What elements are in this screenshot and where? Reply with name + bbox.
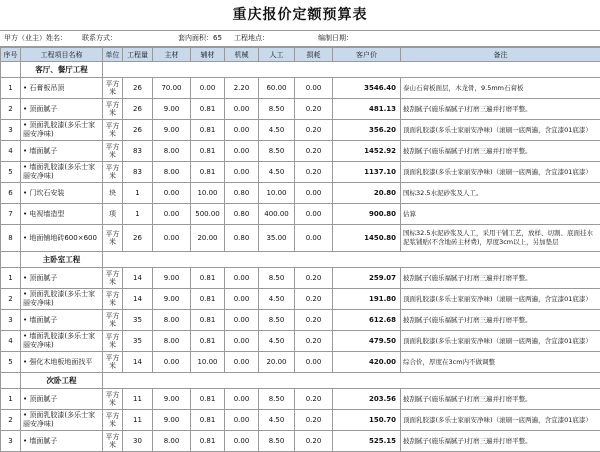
customer-price-cell: 479.50	[333, 331, 401, 352]
quantity-cell: 26	[123, 99, 153, 120]
quantity-cell: 1	[123, 183, 153, 204]
labor-cell: 8.50	[259, 268, 295, 289]
unit-cell: 平方米	[103, 431, 123, 452]
unit-cell: 平方米	[103, 120, 123, 141]
row-number: 2	[1, 99, 21, 120]
remark-cell: 国标32.5水泥砂浆及人工。	[401, 183, 600, 204]
customer-price-cell: 1450.80	[333, 225, 401, 252]
col-header: 工程项目名称	[21, 48, 103, 62]
machinery-cell: 0.00	[225, 331, 259, 352]
col-header: 客户价	[333, 48, 401, 62]
contact-field: 联系方式：	[82, 31, 117, 46]
main-material-cell: 0.00	[153, 225, 191, 252]
quantity-cell: 35	[123, 310, 153, 331]
machinery-cell: 0.00	[225, 310, 259, 331]
table-row	[1, 78, 600, 99]
main-material-cell: 8.00	[153, 331, 191, 352]
main-material-cell: 8.00	[153, 141, 191, 162]
loss-cell: 0.20	[295, 431, 333, 452]
main-material-cell: 70.00	[153, 78, 191, 99]
col-header: 辅材	[191, 48, 225, 62]
customer-price-cell: 356.20	[333, 120, 401, 141]
labor-cell: 400.00	[259, 204, 295, 225]
remark-cell: 综合价，厚度在3cm内不做调整	[401, 352, 600, 373]
unit-cell: 平方米	[103, 310, 123, 331]
section-row	[1, 62, 600, 78]
loss-cell: 0.00	[295, 204, 333, 225]
main-material-cell: 9.00	[153, 99, 191, 120]
item-name: • 墙面腻子	[21, 431, 103, 452]
remark-cell: 估算	[401, 204, 600, 225]
remark-cell: 顶面乳胶漆(多乐士家丽安净味)（滚刷一底两遍，含宜漆01底漆）	[401, 162, 600, 183]
loss-cell: 0.20	[295, 162, 333, 183]
labor-cell: 8.50	[259, 99, 295, 120]
item-name: • 顶面腻子	[21, 268, 103, 289]
quantity-cell: 14	[123, 352, 153, 373]
loss-cell: 0.20	[295, 120, 333, 141]
main-material-cell: 0.00	[153, 352, 191, 373]
customer-price-cell: 150.70	[333, 410, 401, 431]
quantity-cell: 83	[123, 141, 153, 162]
remark-cell: 披刮腻子(施乐福腻子)打磨三遍并打磨平整。	[401, 99, 600, 120]
row-number: 4	[1, 141, 21, 162]
main-material-cell: 9.00	[153, 268, 191, 289]
quantity-cell: 1	[123, 204, 153, 225]
section-fill	[103, 62, 600, 78]
table-row	[1, 204, 600, 225]
main-material-cell: 8.00	[153, 310, 191, 331]
date-field: 编制日期：	[318, 31, 353, 46]
machinery-cell: 0.00	[225, 289, 259, 310]
table-row	[1, 225, 600, 252]
main-material-cell: 9.00	[153, 410, 191, 431]
item-name: • 墙面腻子	[21, 141, 103, 162]
loss-cell: 0.20	[295, 310, 333, 331]
row-number: 5	[1, 352, 21, 373]
row-number: 5	[1, 162, 21, 183]
machinery-cell: 0.00	[225, 389, 259, 410]
unit-cell: 平方米	[103, 99, 123, 120]
item-name: • 强化木地板地面找平	[21, 352, 103, 373]
table-row	[1, 120, 600, 141]
main-material-cell: 8.00	[153, 162, 191, 183]
table-row	[1, 99, 600, 120]
quantity-cell: 35	[123, 331, 153, 352]
aux-material-cell: 0.81	[191, 431, 225, 452]
row-number: 2	[1, 410, 21, 431]
table-row	[1, 352, 600, 373]
aux-material-cell: 20.00	[191, 225, 225, 252]
aux-material-cell: 10.00	[191, 352, 225, 373]
customer-price-cell: 259.07	[333, 268, 401, 289]
remark-cell: 顶面乳胶漆(多乐士家丽安净味)（滚刷一底两遍，含宜漆01底漆）	[401, 331, 600, 352]
labor-cell: 8.50	[259, 141, 295, 162]
client-name-field: 甲方（业主）姓名：	[4, 31, 67, 46]
col-header: 人工	[259, 48, 295, 62]
labor-cell: 4.50	[259, 331, 295, 352]
location-field: 工程地点：	[234, 31, 269, 46]
loss-cell: 0.00	[295, 225, 333, 252]
section-fill	[103, 373, 600, 389]
unit-cell: 平方米	[103, 78, 123, 99]
aux-material-cell: 0.81	[191, 268, 225, 289]
remark-cell: 披刮腻子(施乐福腻子)打磨三遍并打磨平整。	[401, 431, 600, 452]
labor-cell: 60.00	[259, 78, 295, 99]
section-row	[1, 252, 600, 268]
customer-price-cell: 1137.10	[333, 162, 401, 183]
section-spacer	[1, 252, 21, 268]
unit-cell: 平方米	[103, 410, 123, 431]
quantity-cell: 83	[123, 162, 153, 183]
customer-price-cell: 525.15	[333, 431, 401, 452]
aux-material-cell: 0.81	[191, 331, 225, 352]
quantity-cell: 30	[123, 431, 153, 452]
remark-cell: 顶面乳胶漆(多乐士家丽安净味)（滚刷一底两遍，含宜漆01底漆）	[401, 120, 600, 141]
labor-cell: 8.50	[259, 431, 295, 452]
area-field: 套内面积：65	[178, 31, 222, 46]
remark-cell: 披刮腻子(施乐福腻子)打磨三遍并打磨平整。	[401, 310, 600, 331]
remark-cell: 披刮腻子(施乐福腻子)打磨三遍并打磨平整。	[401, 141, 600, 162]
remark-cell: 国标32.5水泥砂浆及人工，采用干铺工艺，放样、切割、底面挂水泥浆铺贴(不含地砖主材费)，厚度3cm以上，另加垫层	[401, 225, 600, 252]
labor-cell: 4.50	[259, 162, 295, 183]
main-material-cell: 8.00	[153, 431, 191, 452]
table-row	[1, 141, 600, 162]
main-material-cell: 0.00	[153, 183, 191, 204]
row-number: 1	[1, 389, 21, 410]
item-name: • 顶面腻子	[21, 99, 103, 120]
unit-cell: 平方米	[103, 162, 123, 183]
item-name: • 石膏板吊顶	[21, 78, 103, 99]
unit-cell: 项	[103, 204, 123, 225]
quantity-cell: 14	[123, 268, 153, 289]
unit-cell: 块	[103, 183, 123, 204]
item-name: • 门坎石安装	[21, 183, 103, 204]
remark-cell: 泰山石膏板面层，木龙骨，9.5mm石膏板	[401, 78, 600, 99]
loss-cell: 0.20	[295, 331, 333, 352]
row-number: 8	[1, 225, 21, 252]
labor-cell: 4.50	[259, 410, 295, 431]
machinery-cell: 2.20	[225, 78, 259, 99]
row-number: 1	[1, 268, 21, 289]
row-number: 2	[1, 289, 21, 310]
main-material-cell: 0.00	[153, 204, 191, 225]
quantity-cell: 11	[123, 389, 153, 410]
item-name: • 顶面乳胶漆(多乐士家丽安净味)	[21, 120, 103, 141]
quantity-cell: 26	[123, 120, 153, 141]
meta-row	[0, 31, 600, 47]
row-number: 3	[1, 120, 21, 141]
section-title: 主卧室工程	[21, 252, 103, 268]
customer-price-cell: 20.80	[333, 183, 401, 204]
aux-material-cell: 0.81	[191, 162, 225, 183]
aux-material-cell: 0.81	[191, 389, 225, 410]
row-number: 3	[1, 431, 21, 452]
remark-cell: 顶面乳胶漆(多乐士家丽安净味)（滚刷一底两遍，含宜漆01底漆）	[401, 289, 600, 310]
machinery-cell: 0.00	[225, 99, 259, 120]
machinery-cell: 0.00	[225, 120, 259, 141]
table-row	[1, 410, 600, 431]
item-name: • 顶面乳胶漆(多乐士家丽安净味)	[21, 289, 103, 310]
table-row	[1, 268, 600, 289]
table-row	[1, 389, 600, 410]
col-header: 单位	[103, 48, 123, 62]
machinery-cell: 0.00	[225, 410, 259, 431]
main-material-cell: 9.00	[153, 289, 191, 310]
quantity-cell: 14	[123, 289, 153, 310]
labor-cell: 4.50	[259, 120, 295, 141]
aux-material-cell: 0.81	[191, 141, 225, 162]
aux-material-cell: 0.81	[191, 120, 225, 141]
col-header: 机械	[225, 48, 259, 62]
customer-price-cell: 191.80	[333, 289, 401, 310]
section-fill	[103, 252, 600, 268]
table-row	[1, 431, 600, 452]
loss-cell: 0.00	[295, 352, 333, 373]
row-number: 3	[1, 310, 21, 331]
row-number: 1	[1, 78, 21, 99]
machinery-cell: 0.00	[225, 431, 259, 452]
header-row	[1, 48, 600, 62]
machinery-cell: 0.80	[225, 204, 259, 225]
machinery-cell: 0.80	[225, 183, 259, 204]
col-header: 损耗	[295, 48, 333, 62]
section-spacer	[1, 62, 21, 78]
unit-cell: 平方米	[103, 289, 123, 310]
customer-price-cell: 420.00	[333, 352, 401, 373]
item-name: • 墙面乳胶漆(多乐士家丽安净味)	[21, 331, 103, 352]
table-row	[1, 183, 600, 204]
unit-cell: 平方米	[103, 352, 123, 373]
row-number: 6	[1, 183, 21, 204]
item-name: • 墙面乳胶漆(多乐士家丽安净味)	[21, 162, 103, 183]
aux-material-cell: 10.00	[191, 183, 225, 204]
labor-cell: 10.00	[259, 183, 295, 204]
aux-material-cell: 500.00	[191, 204, 225, 225]
customer-price-cell: 203.56	[333, 389, 401, 410]
section-spacer	[1, 373, 21, 389]
labor-cell: 8.50	[259, 389, 295, 410]
customer-price-cell: 3546.40	[333, 78, 401, 99]
machinery-cell: 0.00	[225, 162, 259, 183]
item-name: • 电视墙造型	[21, 204, 103, 225]
machinery-cell: 0.00	[225, 141, 259, 162]
machinery-cell: 0.00	[225, 268, 259, 289]
row-number: 7	[1, 204, 21, 225]
aux-material-cell: 0.81	[191, 99, 225, 120]
loss-cell: 0.20	[295, 99, 333, 120]
unit-cell: 平方米	[103, 389, 123, 410]
labor-cell: 8.50	[259, 310, 295, 331]
remark-cell: 披刮腻子(施乐福腻子)打磨三遍并打磨平整。	[401, 268, 600, 289]
sheet-title: 重庆报价定额预算表	[0, 0, 600, 31]
loss-cell: 0.00	[295, 183, 333, 204]
aux-material-cell: 0.81	[191, 410, 225, 431]
unit-cell: 平方米	[103, 141, 123, 162]
loss-cell: 0.20	[295, 289, 333, 310]
table-row	[1, 289, 600, 310]
item-name: • 顶面腻子	[21, 389, 103, 410]
item-name: • 顶面乳胶漆(多乐士家丽安净味)	[21, 410, 103, 431]
machinery-cell: 0.80	[225, 225, 259, 252]
loss-cell: 0.00	[295, 78, 333, 99]
row-number: 4	[1, 331, 21, 352]
col-header: 主材	[153, 48, 191, 62]
labor-cell: 35.00	[259, 225, 295, 252]
customer-price-cell: 481.13	[333, 99, 401, 120]
quantity-cell: 26	[123, 225, 153, 252]
table-row	[1, 310, 600, 331]
labor-cell: 4.50	[259, 289, 295, 310]
table-row	[1, 331, 600, 352]
customer-price-cell: 1452.92	[333, 141, 401, 162]
aux-material-cell: 0.81	[191, 289, 225, 310]
unit-cell: 平方米	[103, 268, 123, 289]
remark-cell: 披刮腻子(施乐福腻子)打磨三遍并打磨平整。	[401, 389, 600, 410]
customer-price-cell: 612.68	[333, 310, 401, 331]
col-header: 工程量	[123, 48, 153, 62]
main-material-cell: 9.00	[153, 120, 191, 141]
aux-material-cell: 0.00	[191, 78, 225, 99]
item-name: • 墙面腻子	[21, 310, 103, 331]
machinery-cell: 0.00	[225, 352, 259, 373]
section-title: 次卧工程	[21, 373, 103, 389]
customer-price-cell: 900.80	[333, 204, 401, 225]
main-material-cell: 9.00	[153, 389, 191, 410]
loss-cell: 0.20	[295, 141, 333, 162]
labor-cell: 20.00	[259, 352, 295, 373]
col-header: 备注	[401, 48, 600, 62]
table-row	[1, 162, 600, 183]
quote-table	[0, 47, 600, 452]
quantity-cell: 26	[123, 78, 153, 99]
section-title: 客厅、餐厅工程	[21, 62, 103, 78]
section-row	[1, 373, 600, 389]
item-name: • 地面铺地砖600×600	[21, 225, 103, 252]
col-header: 序号	[1, 48, 21, 62]
quantity-cell: 11	[123, 410, 153, 431]
unit-cell: 平方米	[103, 331, 123, 352]
remark-cell: 顶面乳胶漆(多乐士家丽安净味)（滚刷一底两遍，含宜漆01底漆）	[401, 410, 600, 431]
loss-cell: 0.20	[295, 268, 333, 289]
loss-cell: 0.20	[295, 389, 333, 410]
unit-cell: 平方米	[103, 225, 123, 252]
loss-cell: 0.20	[295, 410, 333, 431]
aux-material-cell: 0.81	[191, 310, 225, 331]
